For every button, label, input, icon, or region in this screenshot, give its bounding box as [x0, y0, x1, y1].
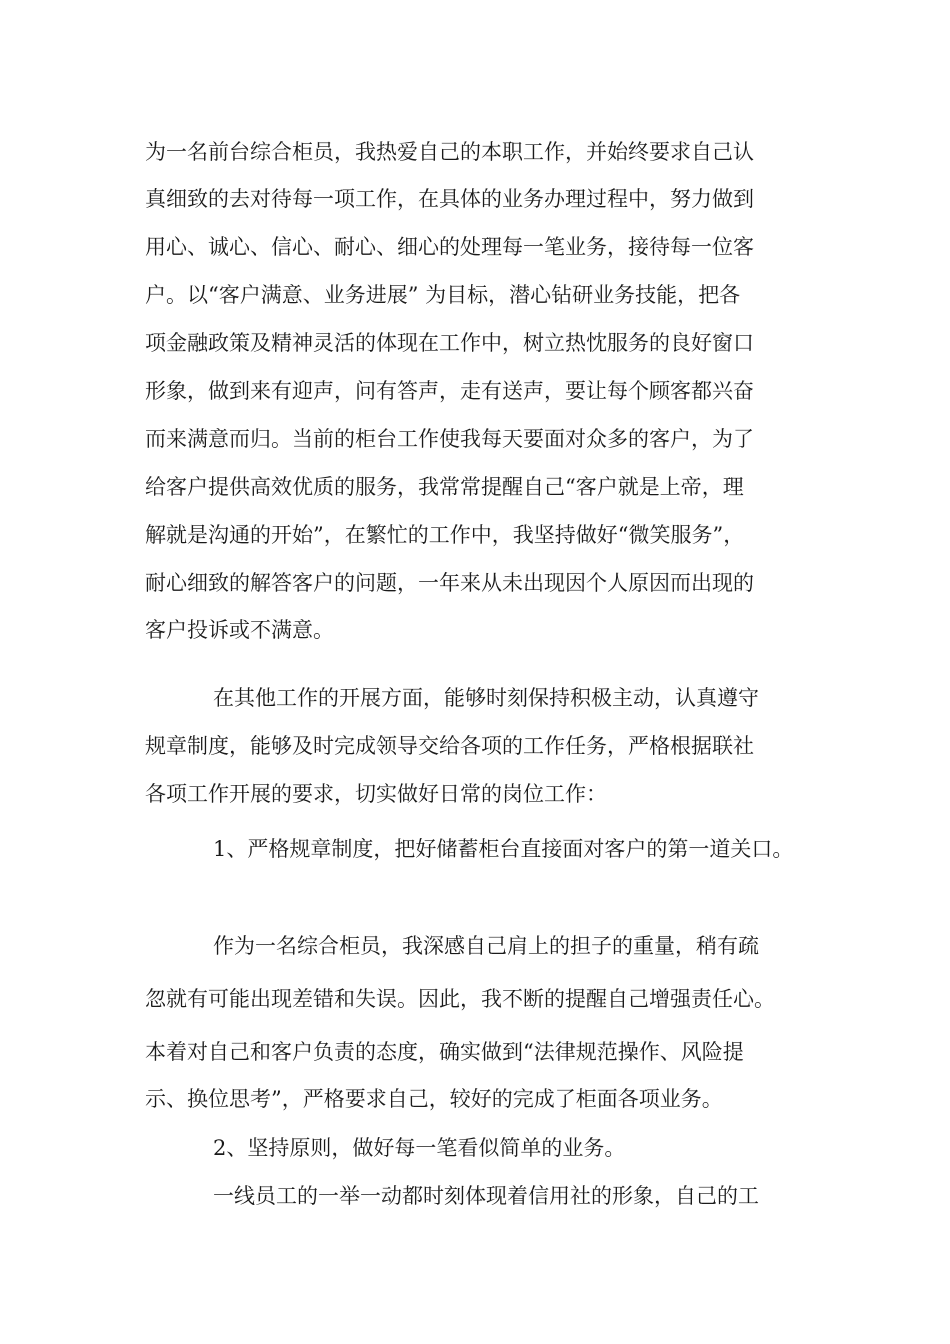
text-line: 户。以“客户满意、业务进展” 为目标，潜心钻研业务技能，把各 [145, 283, 741, 307]
paragraph-first-line: 一线员工的一举一动都时刻体现着信用社的形象，自己的工 [213, 1184, 759, 1208]
text-line: 忽就有可能出现差错和失误。因此，我不断的提醒自己增强责任心。 [145, 987, 775, 1011]
text-line: 真细致的去对待每一项工作，在具体的业务办理过程中，努力做到 [145, 187, 754, 211]
text-line: 用心、诚心、信心、耐心、细心的处理每一笔业务，接待每一位客 [145, 235, 754, 259]
text-line: 耐心细致的解答客户的问题，一年来从未出现因个人原因而出现的 [145, 571, 754, 595]
text-line: 而来满意而归。当前的柜台工作使我每天要面对众多的客户，为了 [145, 427, 754, 451]
text-line: 为一名前台综合柜员，我热爱自己的本职工作，并始终要求自己认 [145, 140, 754, 164]
text-line: 本着对自己和客户负责的态度，确实做到“法律规范操作、风险提 [145, 1040, 744, 1064]
paragraph-first-line: 作为一名综合柜员，我深感自己肩上的担子的重量，稍有疏 [213, 934, 759, 958]
text-line: 形象，做到来有迎声，问有答声，走有送声，要让每个顾客都兴奋 [145, 379, 754, 403]
text-line: 解就是沟通的开始”，在繁忙的工作中，我坚持做好“微笑服务”， [145, 523, 745, 547]
text-line: 规章制度，能够及时完成领导交给各项的工作任务，严格根据联社 [145, 734, 754, 758]
numbered-item: 2、坚持原则，做好每一笔看似简单的业务。 [213, 1136, 626, 1160]
numbered-item: 1、严格规章制度，把好储蓄柜台直接面对客户的第一道关口。 [213, 837, 794, 861]
text-line: 各项工作开展的要求，切实做好日常的岗位工作： [145, 782, 607, 806]
paragraph-first-line: 在其他工作的开展方面，能够时刻保持积极主动，认真遵守 [213, 686, 759, 710]
text-line: 示、换位思考”，严格要求自己，较好的完成了柜面各项业务。 [145, 1087, 723, 1111]
text-line: 给客户提供高效优质的服务，我常常提醒自己“客户就是上帝，理 [145, 475, 744, 499]
text-line: 客户投诉或不满意。 [145, 618, 334, 642]
text-line: 项金融政策及精神灵活的体现在工作中，树立热忱服务的良好窗口 [145, 331, 754, 355]
